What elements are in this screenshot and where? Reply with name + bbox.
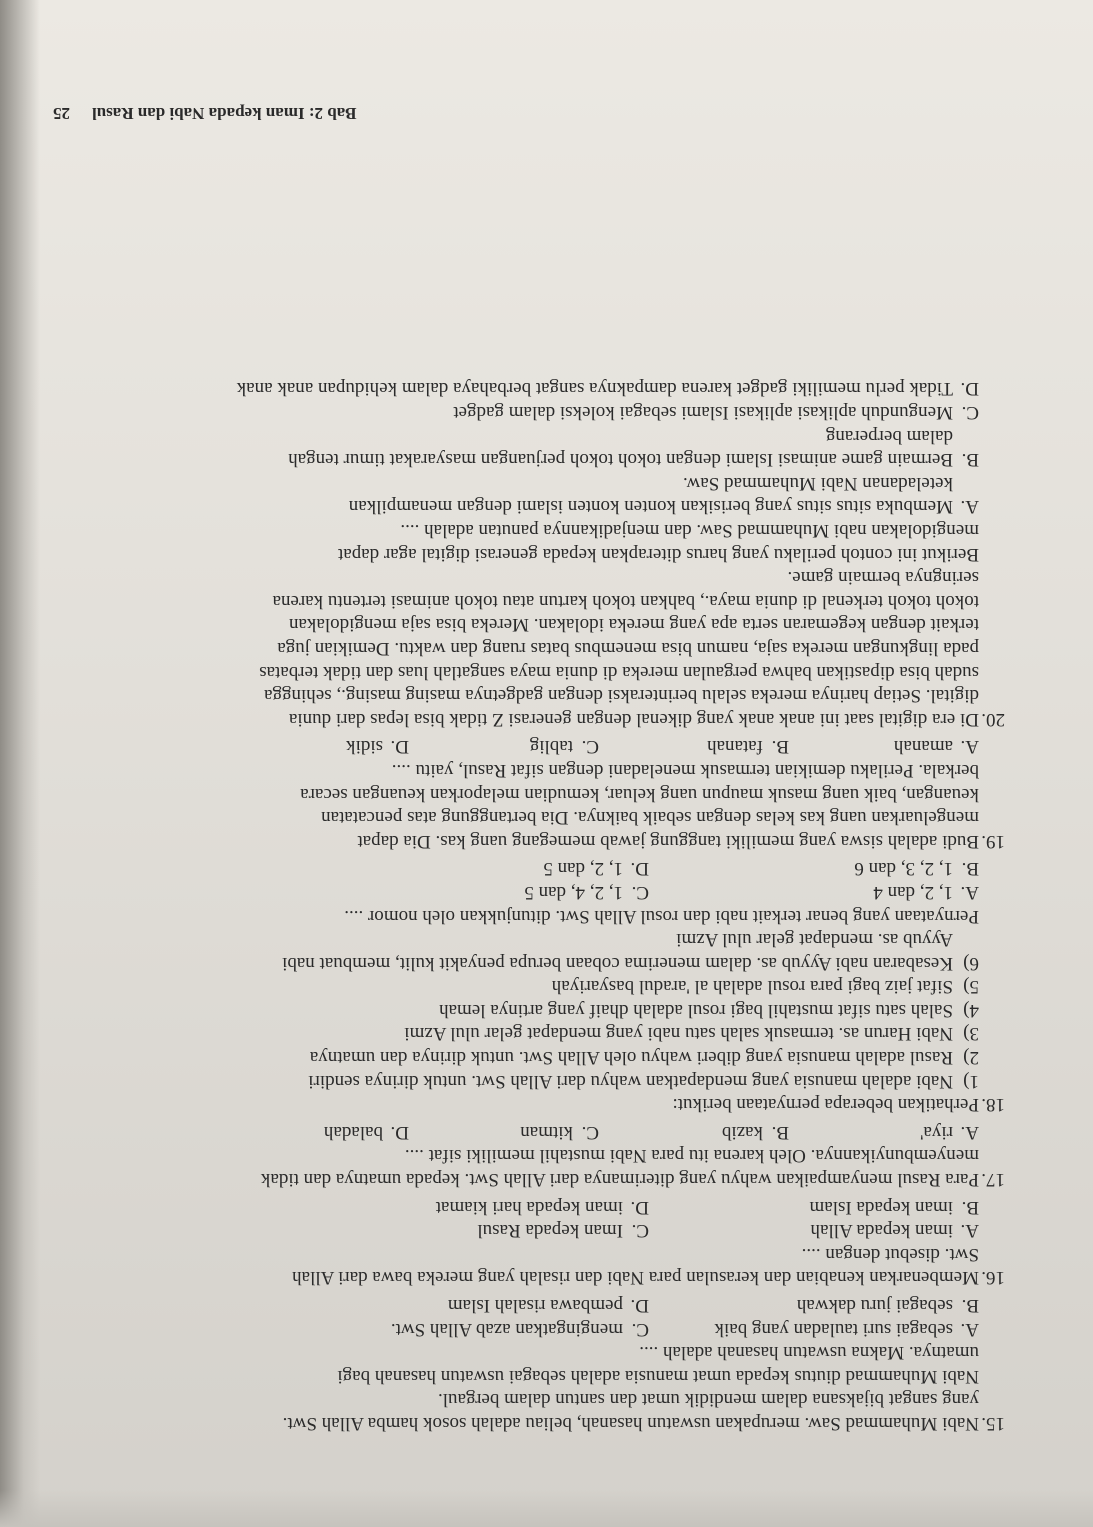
question-intro: Perhatikan beberapa pernyataan berikut: bbox=[672, 1094, 979, 1116]
question-text-line: terkait dengan kegemaran serta apa yang mereka idolakan. Mereka bisa saja mengidolakan bbox=[288, 614, 979, 636]
page-footer bbox=[53, 103, 1005, 123]
statement-1: 1) Nabi adalah manusia yang mendapatkan wahyu dari Allah Swt. untuk dirinya sendiri bbox=[308, 1070, 979, 1092]
question-text-line: pada lingkungan mereka saja, namun bisa menembus batas ruang dan waktu. Demikian juga bbox=[277, 638, 979, 659]
question-number: 20. bbox=[981, 708, 1005, 730]
option-a[interactable]: A.riya' bbox=[920, 1121, 979, 1143]
question-number: 18. bbox=[981, 1094, 1005, 1116]
question-text-line: berkala. Perilaku demikian termasuk meneladani dengan sifat Rasul, yaitu .... bbox=[391, 759, 979, 781]
question-text-line: Nabi Muhammad diutus kepada umat manusia adalah sebagai uswatun hasanah bagi bbox=[337, 1365, 979, 1387]
question-text-line: Para Rasul menyampaikan wahyu yang diterimanya dari Allah Swt. kepada umatnya dan tidak bbox=[260, 1169, 979, 1191]
question-text-line: Nabi Muhammad Saw. merupakan uswatun hasanah, beliau adalah sosok hamba Allah Swt. bbox=[282, 1413, 979, 1434]
statement-3: 3) Nabi Harun as. termasuk salah satu nabi yang mendapat gelar ulul Azmi bbox=[404, 1023, 979, 1045]
option-b[interactable]: B.sebagai juru dakwah bbox=[796, 1295, 979, 1317]
question-number: 19. bbox=[981, 830, 1005, 852]
question-list bbox=[53, 373, 1005, 1435]
question-text-line: digital. Setiap harinya mereka selalu berinteraksi dengan gadgetnya masing masing., sehingga bbox=[264, 685, 979, 707]
option-c[interactable]: C. Mengunduh aplikasi aplikasi Islami sebagai koleksi dalam gadget bbox=[453, 402, 979, 424]
question-19 bbox=[53, 735, 1005, 853]
question-text-line: mengeluarkan uang kas kelas dengan sebaik baiknya. Dia bertanggung atas pencatatan bbox=[321, 807, 979, 829]
question-text-line: tokoh tokoh terkenal di dunia maya., bahkan tokoh kartun atau tokoh animasi tertentu karena bbox=[272, 590, 979, 612]
question-text-line: yang sangat bijaksana dalam mendidik umat dan santun dalam bergaul. bbox=[438, 1389, 979, 1411]
question-number: 17. bbox=[981, 1169, 1005, 1191]
option-d[interactable]: D.sidik bbox=[346, 736, 409, 758]
option-c[interactable]: C.kitman bbox=[520, 1121, 599, 1143]
question-text-line: Budi adalah siswa yang memiliki tanggung jawab memegang uang kas. Dia dapat bbox=[357, 830, 979, 852]
option-b[interactable]: B.1, 2, 3, dan 6 bbox=[854, 858, 979, 880]
option-a[interactable]: A.sebagai suri tauladan yang baik bbox=[714, 1318, 979, 1340]
option-d[interactable]: D.1, 2, dan 5 bbox=[543, 858, 649, 880]
option-d[interactable]: D.baladah bbox=[323, 1121, 409, 1143]
option-b[interactable]: B.kazib bbox=[721, 1121, 789, 1143]
option-d[interactable]: D.pembawa risalah Islam bbox=[447, 1295, 649, 1317]
question-text-line: menyembunyikannya. Oleh karena itu para Nabi mustahil memiliki sifat .... bbox=[404, 1145, 979, 1167]
statement-6-continued: Ayyub as. mendapat gelar ulul Azmi bbox=[676, 929, 953, 951]
question-text-line: Di era digital saat ini anak anak yang dikenal dengan generasi Z tidak bisa lepas dari dunia bbox=[288, 708, 979, 730]
statement-2: 2) Rasul adalah manusia yang diberi wahyu oleh Allah Swt. untuk dirinya dan umatnya bbox=[309, 1047, 979, 1069]
option-c[interactable]: C.mengingatkan azab Allah Swt. bbox=[390, 1318, 649, 1340]
question-text-line: mengidolakan nabi Muhammad Saw. dan menjadikannya panutan adalah .... bbox=[400, 520, 979, 542]
question-text-line: umatnya. Makna uswatun hasanah adalah .... bbox=[639, 1342, 979, 1364]
question-15 bbox=[53, 1293, 1005, 1435]
option-c[interactable]: C.1, 2, 4, dan 5 bbox=[524, 881, 649, 903]
option-b[interactable]: B. Bermain game animasi Islami dengan tokoh tokoh perjuangan masyarakat timur tengah bbox=[288, 449, 979, 471]
option-d[interactable]: D. Tidak perlu memiliki gadget karena dampaknya sangat berbahaya dalam kehidupan anak anak bbox=[236, 378, 979, 400]
question-17 bbox=[53, 1120, 1005, 1191]
option-b-continued: dalam berperang bbox=[825, 425, 953, 447]
question-text-line: keuangan, baik uang masuk maupun uang keluar, kemudian melaporkan keuangan secara bbox=[300, 783, 979, 805]
question-18 bbox=[53, 857, 1005, 1117]
question-text-line: Pernyataan yang benar terkait nabi dan rosul Allah Swt. ditunjukkan oleh nomor .... bbox=[344, 905, 979, 927]
question-text-line: Swt. disebut dengan .... bbox=[801, 1243, 979, 1265]
statement-6: 6) Kesabaran nabi Ayyub as. dalam menerima cobaan berupa penyakit kulit, membuat nabi bbox=[282, 952, 979, 974]
option-b[interactable]: B.iman kepada Islam bbox=[809, 1196, 979, 1218]
question-text-line: Membenarkan kenabian dan kerasulan para Nabi dan risalah yang mereka bawa dari Allah bbox=[292, 1267, 979, 1289]
question-20 bbox=[53, 377, 1005, 731]
question-text-line: Berikut ini contoh perilaku yang harus diterapkan kepada generasi digital agar dapat bbox=[337, 543, 979, 565]
option-c[interactable]: C.Iman kepada Rasul bbox=[477, 1220, 649, 1242]
option-a[interactable]: A. Membuka situs situs yang berisikan konten konten islami dengan menampilkan bbox=[348, 496, 979, 518]
option-b[interactable]: B.fatanah bbox=[707, 736, 789, 758]
option-d[interactable]: D.iman kepada hari kiamat bbox=[435, 1196, 649, 1218]
option-a-continued: keteladanan Nabi Muhammad Saw. bbox=[683, 472, 953, 494]
option-a[interactable]: A.iman kepada Allah bbox=[810, 1220, 979, 1242]
question-text-line: seringnya bermain game. bbox=[787, 567, 979, 589]
question-number: 15. bbox=[981, 1413, 1005, 1434]
statement-5: 5) Sifat jaiz bagi para rosul adalah al 'aradul basyariyah bbox=[551, 976, 979, 998]
statement-4: 4) Salah satu sifat mustahil bagi rosul adalah dhaif yang artinya lemah bbox=[439, 999, 979, 1021]
option-a[interactable]: A.amanah bbox=[893, 736, 979, 758]
page-number: 25 bbox=[53, 104, 70, 123]
question-16 bbox=[53, 1195, 1005, 1289]
question-text-line: sudah bisa dipastikan bahwa pergaulan mereka di dunia maya sangatlah luas dan tidak terbatas bbox=[259, 661, 979, 683]
chapter-title: Bab 2: Iman kepada Nabi dan Rasul bbox=[92, 104, 357, 123]
option-a[interactable]: A.1, 2, dan 4 bbox=[873, 881, 979, 903]
option-c[interactable]: C.tablig bbox=[529, 736, 599, 758]
question-number: 16. bbox=[981, 1267, 1005, 1289]
